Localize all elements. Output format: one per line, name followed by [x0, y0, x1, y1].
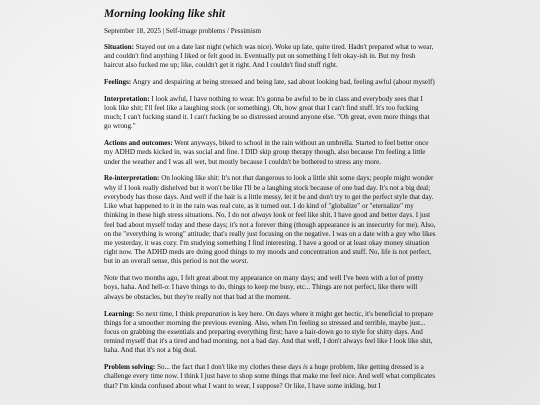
- body-text: So next time, I think: [136, 309, 197, 318]
- entry-paragraph: [104, 139, 436, 167]
- emphasis-text: is: [302, 363, 308, 372]
- emphasis-text: worst: [230, 257, 247, 266]
- section-label: Learning:: [104, 309, 135, 318]
- section-label: Situation:: [104, 42, 134, 51]
- emphasis-text: that: [242, 174, 254, 183]
- body-text: Stayed out on a date last night (which was nice). Woke up late, quite tired. Hadn't prepared what to wear, and couldn't find anything I liked or felt good in. Eventually put on something I felt okay-ish in. But my fresh haircut also fucked me up; like, couldn't get it right. And I couldn't find stuff right.: [104, 42, 434, 69]
- body-text: On looking like shit: It's not: [161, 174, 243, 183]
- body-text: Went anyways, biked to school in the rain without an umbrella. Started to feel better once my ADHD meds kicked in, was social and fine. I DID skip group therapy though, also because I'm feeling a little under the weather and I was all wet, but mostly because I couldn't be bothered to stress any more.: [104, 139, 429, 166]
- section-label: Feelings:: [104, 77, 132, 86]
- body-text: Angry and despairing at being stressed and being late, sad about looking bad, feeling awful (about myself): [132, 77, 435, 86]
- section-label: Interpretation:: [104, 94, 150, 103]
- entry-paragraph: [104, 274, 436, 302]
- section-label: Re-interpretation:: [104, 174, 160, 183]
- section-label: Actions and outcomes:: [104, 139, 173, 148]
- section-label: Problem solving:: [104, 363, 156, 372]
- body-text: I look awful, I have nothing to wear. It's gonna be awful to be in class and everybody sees that I look like shit; I'll feel like a laughing stock (or something). Oh, how great that I can't find stuff. It's too fucking much; I can't fucking stand it. I can't fucking be so distressed around anyone else. "Oh great, even more things that go wrong.": [104, 94, 430, 131]
- entry-body: [104, 43, 436, 391]
- entry-paragraph: [104, 363, 436, 391]
- entry-paragraph: [104, 78, 436, 87]
- body-text: So... the fact that I don't like my clothes these days: [157, 363, 303, 372]
- emphasis-text: always: [251, 211, 272, 220]
- body-text: is key here. On days where it might get hectic, it's beneficial to prepare things for a smoother morning the previous evening. Also, when I'm feeling so stressed and terrible, maybe just... focus on grabbing the essentials and preparing everything first; have a hair-down go to style for shitty days. And remind myself that it's a tired and bad morning, not a bad day. And that well, I don't always feel like I look like shit, haha. And that it's not a big deal.: [104, 309, 434, 355]
- entry-paragraph: [104, 95, 436, 132]
- emphasis-text: preparation: [196, 309, 230, 318]
- body-text: look or feel like shit, I have good and better days. I just feel bad about myself today and these days; it's not a forever thing (though appearance is an insecurity for me). Also, on the "everything is wrong" attitude; that's really just focusing on the negative. I was on a date with a guy who likes me yesterday, it was cozy. I'm studying something I find interesting. I have a good or at least okay money situation right now. The ADHD meds are doing good things to my moods and concentration and stuff. No, life is not perfect, but in an overall sense, this period is not the: [104, 211, 436, 266]
- body-text: .: [246, 257, 249, 266]
- entry-meta: September 18, 2025 | Self-image problems / Pessimism: [104, 27, 262, 35]
- entry-paragraph: [104, 174, 436, 266]
- body-text: a huge problem, like getting dressed is a challenge every time now. I think I just have to shop some things that make me feel nice. And well what complicates that? I'm kinda confused about what I want to wear, I suppose? Or like, I have some inkling, but I: [104, 363, 436, 390]
- entry-paragraph: [104, 43, 436, 71]
- body-text: Note that two months ago, I felt great about my appearance on many days; and well I've been with a lot of pretty boys, haha. And hell-o: I have things to do, things to keep me busy, etc... Things are not perfect, like there will always be obstacles, but they're really not that bad at the moment.: [104, 274, 424, 301]
- entry-title: Morning looking like shit: [104, 8, 226, 20]
- entry-paragraph: [104, 310, 436, 356]
- body-text: dangerous to look a little shit some days; people might wonder why if I look really dishelved but it won't be like I'll be a laughing stock because of one bad day. It's not a big deal; everybody has those days. And well if the hair is a little messy, let it be and don't try to get the perfect style that day. Like what happened to it in the rain was real cute, as it turned out. I do kind of "globalize" or "eternalize" my thinking in these high stress situations. No, I do not: [104, 174, 434, 220]
